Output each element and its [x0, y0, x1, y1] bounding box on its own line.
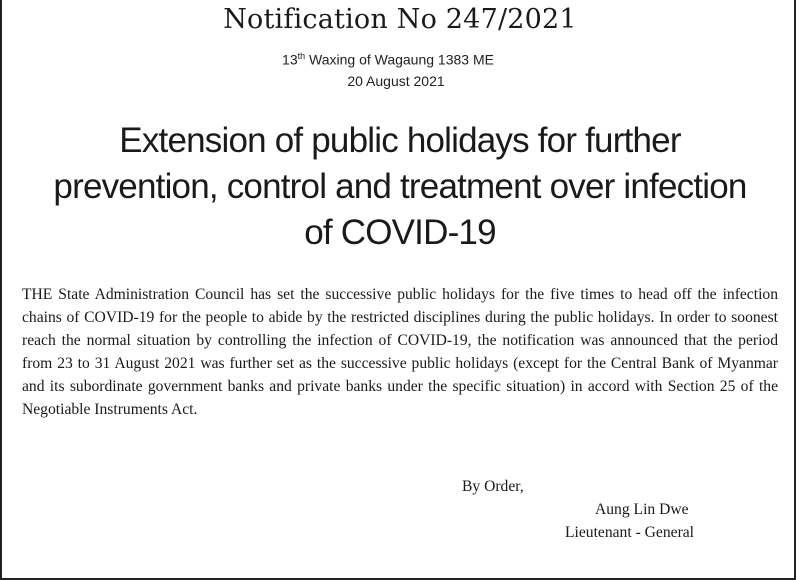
notification-number: Notification No 247/2021	[223, 4, 577, 35]
lunar-date	[0, 51, 788, 68]
headline: Extension of public holidays for further prevention, control and treatment over infection of COVID-19	[53, 121, 747, 252]
lunar-date-day: 13	[282, 51, 298, 68]
signatory-rank: Lieutenant - General	[565, 524, 695, 541]
signatory-name: Aung Lin Dwe	[595, 501, 689, 518]
lunar-date-suffix: th	[297, 51, 306, 61]
by-order-text: By Order,	[462, 478, 524, 495]
lunar-date-rest: Waxing of Wagaung 1383 ME	[305, 51, 494, 68]
body-paragraph: THE State Administration Council has set the successive public holidays for the five times to head off the infection chains of COVID-19 for the people to abide by the restricted disciplines during the public holidays. In order to soonest reach the normal situation by controlling the infection of COVID-19, the notification was announced that the period from 23 to 31 August 2021 was further set as the successive public holidays (except for the Central Bank of Myanmar and its subordinate government banks and private banks under the specific situation) in accord with Section 25 of the Negotiable Instruments Act.	[22, 286, 778, 418]
gregorian-date: 20 August 2021	[347, 73, 445, 89]
